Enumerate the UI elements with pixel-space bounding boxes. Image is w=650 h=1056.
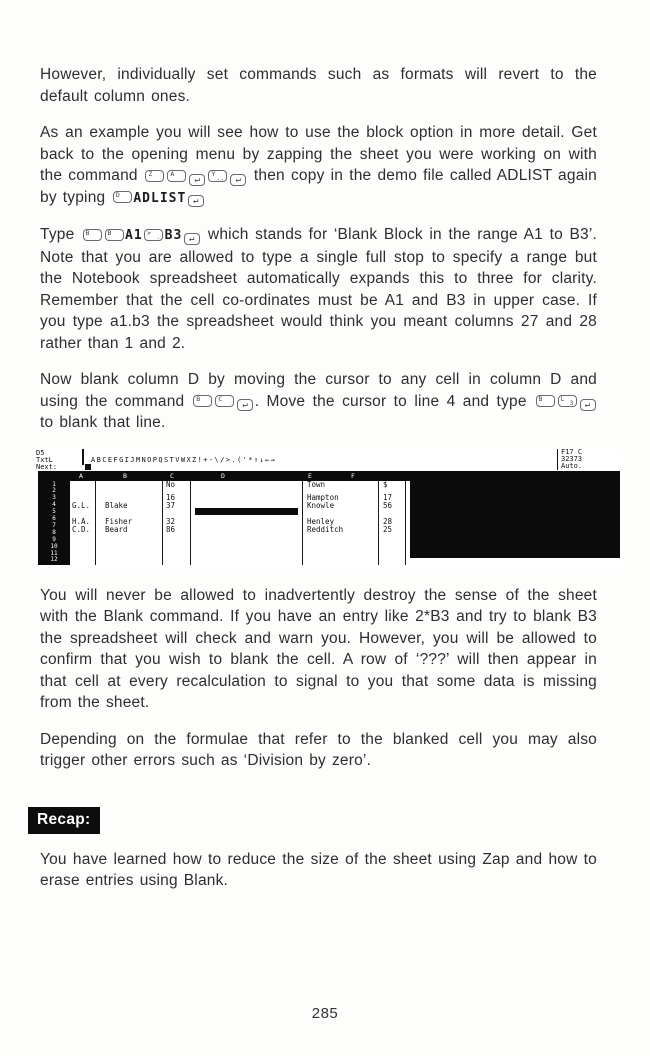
cell-b7: Beard <box>105 524 128 534</box>
text-cursor-block <box>85 464 91 470</box>
inline-keyboard-text: B3 <box>164 228 183 243</box>
paragraph-division-zero <box>40 729 597 772</box>
column-divider <box>405 481 406 565</box>
paragraph-text: Now blank column D by moving the cursor to any cell in column D and using the command <box>40 371 597 410</box>
paragraph-text: You will never be allowed to inadvertently destroy the sense of the sheet with the Blank command. If you have an entry like 2*B3 and try to blank B3 the spreadsheet will check and warn you. However, you will be allowed to confirm that you wish to blank the cell. A row of ‘???’ will then appear in that cell at every recalculation to signal to you that some data is missing from the sheet. <box>40 586 597 711</box>
column-divider <box>162 481 163 565</box>
cell-c4: 37 <box>166 500 176 510</box>
col-header-f: F <box>351 471 355 480</box>
paragraph-text: to blank that line. <box>40 414 166 431</box>
paragraph-text: Depending on the formulae that refer to the blanked cell you may also trigger other errors such as ‘Division by zero’. <box>40 730 597 769</box>
key-label: > <box>147 228 152 237</box>
cell-a7: C.D. <box>72 524 91 534</box>
key-label: ↵ <box>242 400 248 410</box>
key-d-icon <box>113 191 132 203</box>
cell-a4: G.L. <box>72 500 91 510</box>
paragraph-text: However, individually set commands such as formats will revert to the default column ones. <box>40 66 597 105</box>
paragraph-zap-example <box>40 122 597 209</box>
col-header-c: C <box>170 471 174 480</box>
key-sublabel: . <box>156 233 161 241</box>
row-number: 8 <box>52 528 56 536</box>
key->-icon <box>144 229 163 241</box>
key-label: A <box>170 169 175 178</box>
key-label: Y <box>211 169 216 178</box>
enter-key-icon <box>237 399 253 411</box>
row-number: 5 <box>52 508 56 516</box>
column-divider <box>302 481 303 565</box>
key-label: ↵ <box>235 174 242 185</box>
unused-sheet-area <box>410 471 620 558</box>
row-number: 3 <box>52 494 56 502</box>
key-l-icon <box>558 395 577 407</box>
key-label: D <box>115 191 120 199</box>
memory-free-count: 32373 <box>561 454 583 463</box>
cell-f3: 17 <box>383 492 393 502</box>
book-page <box>0 64 650 892</box>
command-character-list: ABCEFGIJMNOPQSTVWXZ!+-\/>.('*↑↓←→ <box>91 455 277 464</box>
row-number: 6 <box>52 515 56 523</box>
inline-keyboard-text: ADLIST <box>133 190 187 206</box>
col-header-d: D <box>221 471 225 480</box>
key-label: C <box>218 395 223 403</box>
key-z-icon <box>145 170 164 182</box>
paragraph-text: then copy in the demo file called ADLIST again by typing <box>40 167 597 206</box>
status-panel-left <box>36 450 57 471</box>
row-number: 1 <box>52 480 56 488</box>
paragraph-text: which stands for ‘Blank Block in the range A1 to B3’. Note that you are allowed to type a single full stop to specify a range but the Notebook spreadsheet automatically expands this to three for clarity. Remember that the cell co-ordinates must be A1 and B3 in upper case. If you type a1.b3 the spreadsheet would think you meant columns 27 and 28 rather than 1 and 2. <box>40 226 597 352</box>
paragraph-blank-safety <box>40 585 597 714</box>
row-number: 9 <box>52 535 56 543</box>
key-label: ↵ <box>194 174 201 185</box>
enter-key-icon <box>189 174 205 186</box>
cell-c1: No <box>166 479 176 489</box>
row-number: 12 <box>50 556 58 564</box>
paragraph-recap-summary <box>40 849 597 892</box>
col-header-a: A <box>79 471 83 480</box>
column-divider <box>378 481 379 565</box>
current-cell-ref: D5 <box>36 448 45 457</box>
row-number: 10 <box>50 542 58 550</box>
row-number: 2 <box>52 487 56 495</box>
page-number: 285 <box>311 1005 339 1022</box>
key-label: B <box>85 228 90 237</box>
mode-indicator: TxtL <box>36 455 53 464</box>
column-divider <box>95 481 96 565</box>
status-divider-bar <box>82 449 84 465</box>
cell-f7: 25 <box>383 524 393 534</box>
paragraph-intro <box>40 64 597 107</box>
key-b-icon <box>83 229 102 241</box>
cell-cursor-d5 <box>195 508 298 515</box>
col-header-e: E <box>308 471 312 480</box>
key-label: ↵ <box>584 400 591 410</box>
column-divider <box>190 481 191 565</box>
recap-badge: Recap: <box>28 807 100 834</box>
cell-f1: $ <box>383 479 388 489</box>
next-label: Next: <box>36 462 58 471</box>
key-b-icon <box>105 229 124 241</box>
row-number: 4 <box>52 501 56 509</box>
row-number: 7 <box>52 521 56 529</box>
cell-e3: Hampton <box>307 492 339 502</box>
inline-keyboard-text: A1 <box>125 228 143 243</box>
cell-f6: 28 <box>383 516 393 526</box>
enter-key-icon <box>188 195 204 207</box>
cell-e1: Town <box>307 479 326 489</box>
key-label: ↵ <box>193 196 199 206</box>
paragraph-text: . Move the cursor to line 4 and type <box>254 392 534 410</box>
cell-f4: 56 <box>383 500 393 510</box>
cell-c7: 86 <box>166 524 176 534</box>
recalc-mode: Auto. <box>561 461 583 470</box>
key-y-icon <box>208 170 227 182</box>
paragraph-blank-column <box>40 369 597 434</box>
key-label: ↵ <box>189 233 195 244</box>
key-label: Z <box>148 169 153 178</box>
key-label: B <box>107 228 112 237</box>
cell-a6: H.A. <box>72 516 91 526</box>
enter-key-icon <box>230 174 246 186</box>
enter-key-icon <box>184 233 200 245</box>
col-header-b: B <box>123 471 127 480</box>
key-sublabel: 3 <box>569 400 574 407</box>
paragraph-text: You have learned how to reduce the size of the sheet using Zap and how to erase entries using Blank. <box>40 850 597 889</box>
key-label: B <box>538 395 543 403</box>
key-c-icon <box>215 395 234 407</box>
cell-b6: Fisher <box>105 516 133 526</box>
key-a-icon <box>167 170 186 182</box>
key-label: L <box>560 395 565 403</box>
paragraph-blank-block <box>40 224 597 354</box>
cell-c6: 32 <box>166 516 176 526</box>
paragraph-text: Type <box>40 226 82 243</box>
cell-e4: Knowle <box>307 500 335 510</box>
cell-b4: Blake <box>105 500 128 510</box>
row-number-column <box>38 471 70 565</box>
key-label: B <box>196 395 201 403</box>
cell-c3: 16 <box>166 492 176 502</box>
paragraph-text: As an example you will see how to use the block option in more detail. Get back to the opening menu by zapping the sheet you were working on with the command <box>40 124 597 184</box>
status-panel-right <box>557 449 582 470</box>
row-number: 11 <box>50 549 58 557</box>
spreadsheet-screenshot <box>33 449 623 569</box>
cell-e7: Redditch <box>307 524 344 534</box>
enter-key-icon <box>580 399 596 411</box>
key-b-icon <box>536 395 555 407</box>
free-cell-ref: F17 C <box>561 447 583 456</box>
key-b-icon <box>193 395 212 407</box>
key-sublabel: .. <box>216 174 225 182</box>
cell-e6: Henley <box>307 516 335 526</box>
